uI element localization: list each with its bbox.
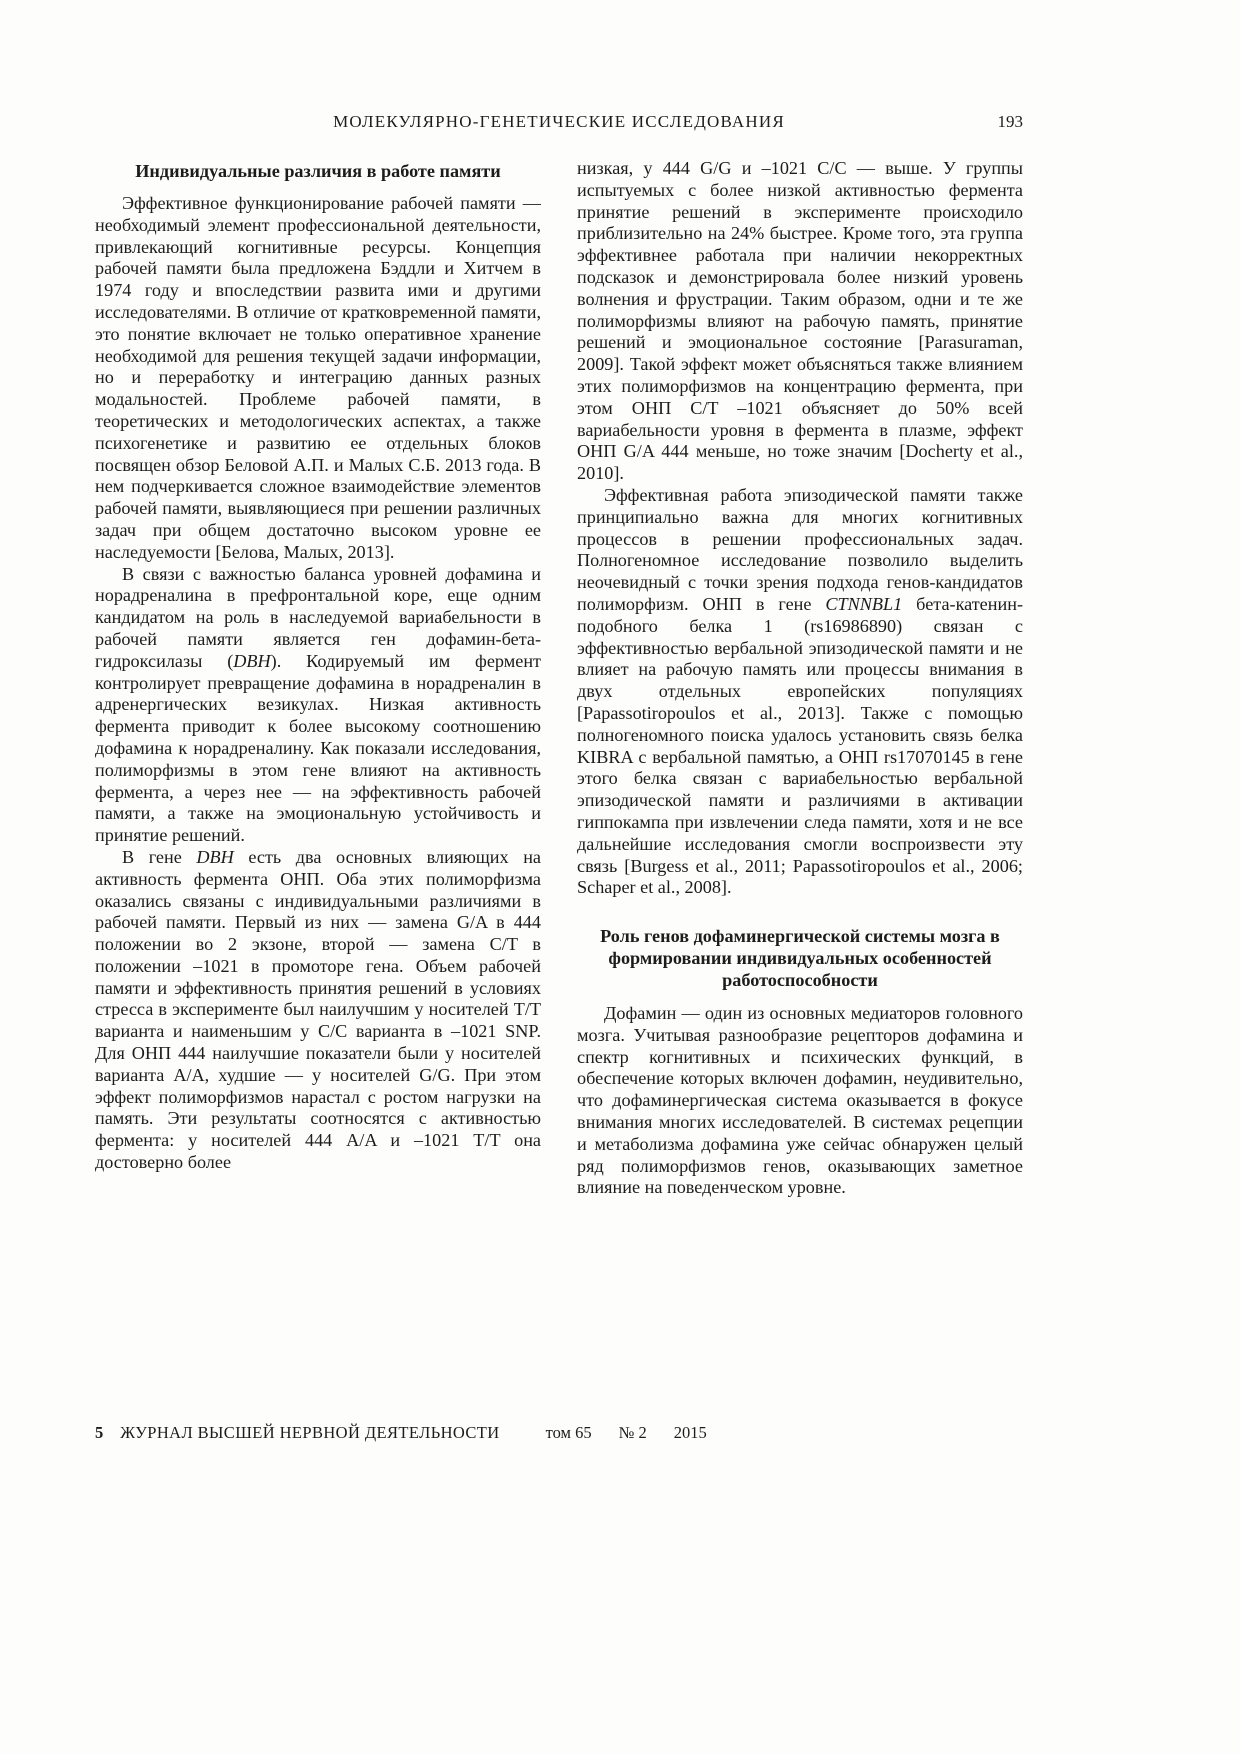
section-heading: Роль генов дофаминергической системы мозга в формировании индивидуальных особенностей работоспособности — [600, 926, 1000, 991]
paragraph — [95, 847, 541, 1174]
signature-mark: 5 — [95, 1423, 104, 1442]
running-head — [95, 112, 1023, 134]
text-run: В гене — [122, 846, 197, 867]
italic-term: CTNNBL1 — [825, 593, 903, 614]
italic-term: DBH — [233, 650, 271, 671]
text-run: ). Кодируемый им фермент контролирует превращение дофамина в норадреналин в адренергических везикулах. Низкая активность фермента приводит к более высокому соотношению дофамина к норадреналину. Как показали исследования, полиморфизмы в этом гене влияют на активность фермента, а через нее — на эффективность рабочей памяти, а также на эмоциональную устойчивость и принятие решений. — [95, 650, 541, 846]
page-footer — [95, 1423, 707, 1443]
paragraph — [95, 193, 541, 564]
paragraph — [577, 158, 1023, 485]
running-head-title: МОЛЕКУЛЯРНО-ГЕНЕТИЧЕСКИЕ ИССЛЕДОВАНИЯ — [333, 112, 785, 131]
text-run: Эффективное функционирование рабочей памяти — необходимый элемент профессиональной деятельности, привлекающий когнитивные ресурсы. Концепция рабочей памяти была предложена Бэддли и Хитчем в 1974 году и впоследствии развита ими и другими исследователями. В отличие от кратковременной памяти, это понятие включает не только оперативное хранение необходимой для решения текущей задачи информации, но и переработку и интеграцию данных разных модальностей. Проблеме рабочей памяти, в теоретических и методологических аспектах, а также психогенетике и развитию ее отдельных блоков посвящен обзор Беловой А.П. и Малых С.Б. 2013 года. В нем подчеркивается сложное взаимодействие элементов рабочей памяти, выявляющиеся при решении различных задач при общем достаточно высоком уровне ее наследуемости [Белова, Малых, 2013]. — [95, 193, 541, 562]
journal-title: ЖУРНАЛ ВЫСШЕЙ НЕРВНОЙ ДЕЯТЕЛЬНОСТИ — [120, 1423, 500, 1442]
paragraph — [577, 1003, 1023, 1199]
year-label: 2015 — [673, 1423, 707, 1442]
right-column — [577, 158, 1023, 1199]
left-column — [95, 158, 541, 1199]
paragraph — [95, 564, 541, 847]
text-run: бета-катенин-подобного белка 1 (rs16986890) связан с эффективностью вербальной эпизодической памяти и не влияет на рабочую память или процессы внимания в двух отдельных европейских популяциях [Papassotiropoulos et al., 2013]. Также с помощью полногеномного поиска удалось установить связь белка KIBRA с вербальной памятью, а ОНП rs17070145 в гене этого белка связан с вариабельностью вербальной эпизодической памяти и различиями в активации гиппокампа при извлечении следа памяти, хотя и не все дальнейшие исследования смогли воспроизвести эту связь [Burgess et al., 2011; Papassotiropoulos et al., 2006; Schaper et al., 2008]. — [577, 593, 1024, 898]
page-body — [95, 158, 1023, 1199]
issue-label: № 2 — [618, 1423, 647, 1442]
text-run: Дофамин — один из основных медиаторов головного мозга. Учитывая разнообразие рецепторов дофамина и спектр когнитивных и психических функций, в обеспечение которых включен дофамин, неудивительно, что дофаминергическая система оказывается в фокусе внимания многих исследователей. В системах рецепции и метаболизма дофамина уже сейчас обнаружен целый ряд полиморфизмов генов, оказывающих заметное влияние на поведенческом уровне. — [577, 1003, 1023, 1198]
italic-term: DBH — [196, 846, 234, 867]
text-run: низкая, у 444 G/G и –1021 C/C — выше. У группы испытуемых с более низкой активностью фермента принятие решений в эксперименте происходило приблизительно на 24% быстрее. Кроме того, эта группа эффективнее работала при наличии некорректных подсказок и демонстрировала более низкий уровень волнения и фрустрации. Таким образом, одни и те же полиморфизмы влияют на рабочую память, принятие решений и эмоциональное состояние [Parasuraman, 2009]. Такой эффект может объясняться также влиянием этих полиморфизмов на концентрацию фермента, при этом ОНП C/T –1021 объясняет до 50% всей вариабельности уровня в фермента в плазме, эффект ОНП G/A 444 меньше, но тоже значим [Docherty et al., 2010]. — [577, 158, 1023, 484]
volume-label: том 65 — [545, 1423, 592, 1442]
text-run: есть два основных влияющих на активность фермента ОНП. Оба этих полиморфизма оказались связаны с индивидуальными различиями в рабочей памяти. Первый из них — замена G/A в 444 положении во 2 экзоне, второй — замена C/T в положении –1021 в промоторе гена. Объем рабочей памяти и эффективность принятия решений в условиях стресса в эксперименте был наилучшим у носителей T/T варианта и наименьшим у C/C варианта в –1021 SNP. Для ОНП 444 наилучшие показатели были у носителей варианта A/A, худшие — у носителей G/G. При этом эффект полиморфизмов нарастал с ростом нагрузки на память. Эти результаты соотносятся с активностью фермента: у носителей 444 A/A и –1021 T/T она достоверно более — [95, 846, 542, 1173]
text-run: Эффективная работа эпизодической памяти также принципиально важна для многих когнитивных процессов в решении профессиональных задач. Полногеномное исследование позволило выделить неочевидный с точки зрения подхода генов-кандидатов полиморфизм. ОНП в гене — [577, 484, 1023, 614]
paragraph — [577, 485, 1023, 899]
page-number: 193 — [997, 112, 1023, 131]
section-heading: Индивидуальные различия в работе памяти — [135, 161, 501, 181]
text-run: В связи с важностью баланса уровней дофамина и норадреналина в префронтальной коре, еще одним кандидатом на роль в наследуемой вариабельности в рабочей памяти является ген дофамин-бета-гидроксилазы ( — [95, 563, 541, 671]
